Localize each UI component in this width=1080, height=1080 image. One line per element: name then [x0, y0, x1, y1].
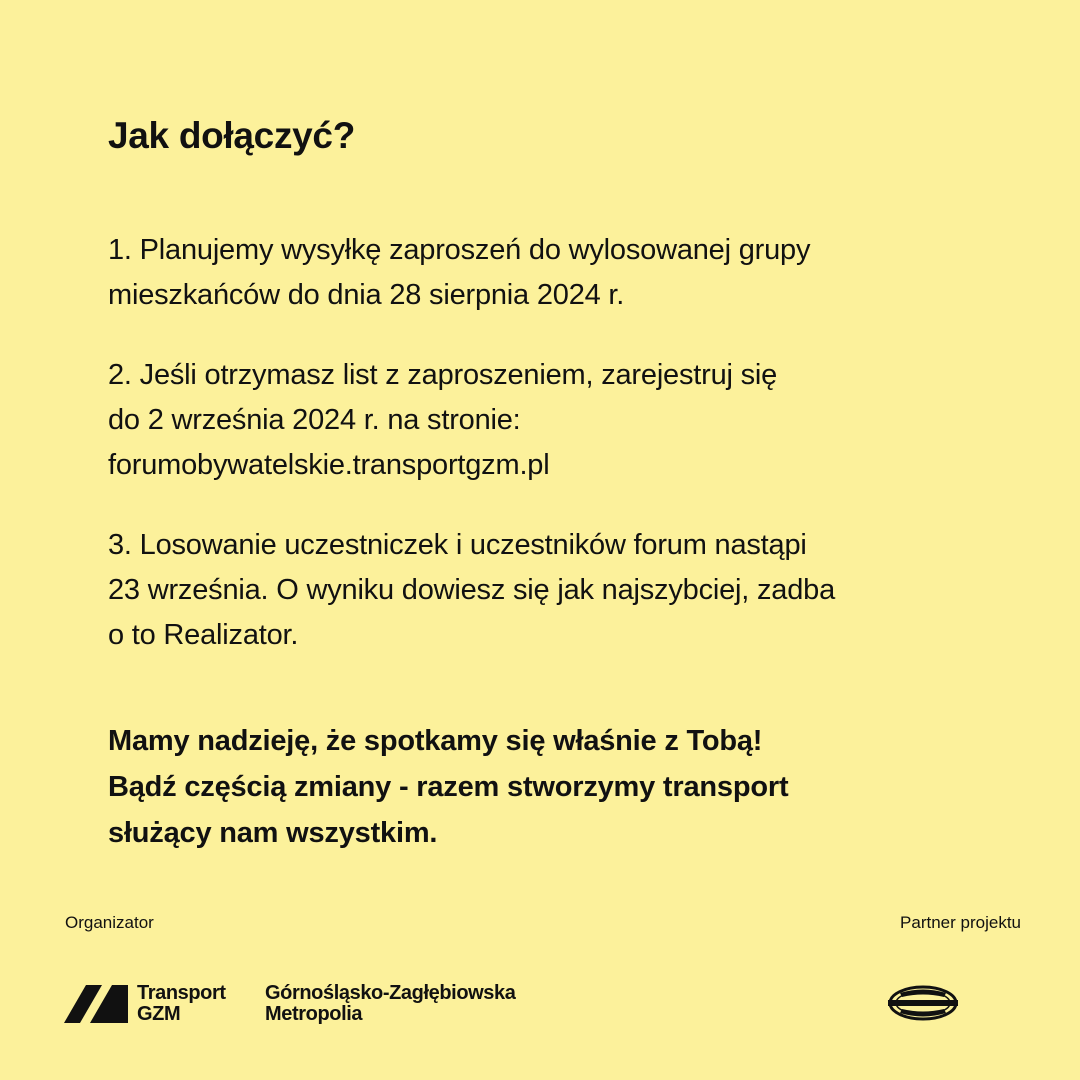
- step-1-line-1: 1. Planujemy wysyłkę zaproszeń do wylosowanej grupy: [108, 234, 811, 266]
- organizer-label: Organizator: [65, 913, 154, 932]
- step-1: [108, 228, 1008, 318]
- feps-logo-icon: [886, 983, 960, 1023]
- step-2-line-1: 2. Jeśli otrzymasz list z zaproszeniem, zarejestruj się: [108, 359, 778, 391]
- transport-gzm-logo: [64, 983, 226, 1025]
- closing-line-3: służący nam wszystkim.: [108, 817, 438, 849]
- metropolia-logo-line-1: Górnośląsko-Zagłębiowska: [265, 982, 516, 1004]
- registration-url: forumobywatelskie.transportgzm.pl: [108, 449, 550, 481]
- step-3: [108, 523, 1008, 658]
- page-heading: Jak dołączyć?: [108, 115, 356, 156]
- step-3-line-1: 3. Losowanie uczestniczek i uczestników forum nastąpi: [108, 529, 807, 561]
- steps-list: [108, 228, 1008, 693]
- step-1-line-2: mieszkańców do dnia 28 sierpnia 2024 r.: [108, 279, 625, 311]
- partner-label: Partner projektu: [900, 913, 1021, 932]
- closing-line-1: Mamy nadzieję, że spotkamy się właśnie z Tobą!: [108, 725, 763, 757]
- step-2: [108, 353, 1008, 488]
- transport-gzm-logo-line-1: Transport: [137, 982, 226, 1004]
- metropolia-logo-line-2: Metropolia: [265, 1003, 363, 1025]
- closing-line-2: Bądź częścią zmiany - razem stworzymy transport: [108, 771, 789, 803]
- metropolia-logo: [265, 983, 515, 1025]
- closing-message: [108, 718, 1008, 856]
- transport-gzm-mark-icon: [64, 985, 128, 1023]
- step-2-line-2: do 2 września 2024 r. na stronie:: [108, 404, 521, 436]
- transport-gzm-logo-line-2: GZM: [137, 1003, 181, 1025]
- step-3-line-2: 23 września. O wyniku dowiesz się jak najszybciej, zadba: [108, 574, 836, 606]
- step-3-line-3: o to Realizator.: [108, 619, 299, 651]
